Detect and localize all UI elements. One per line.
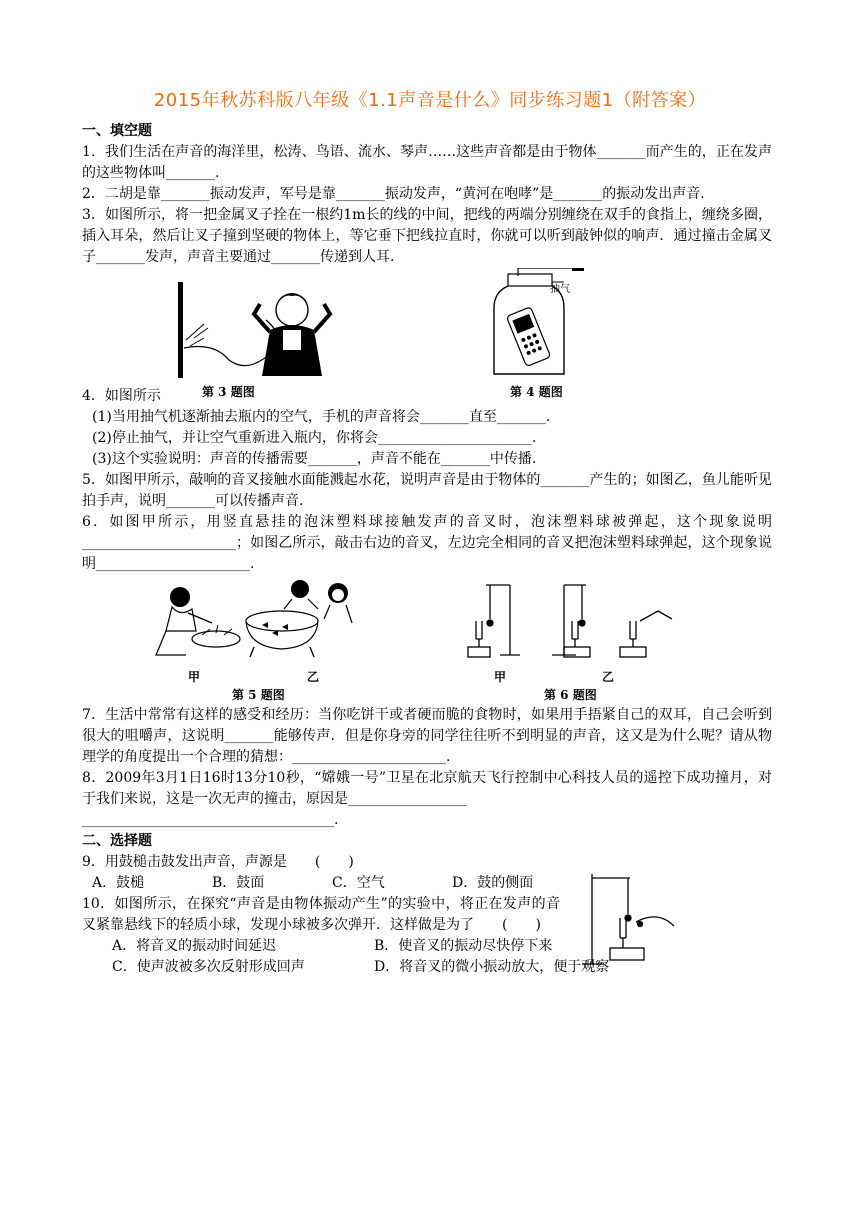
question-4-part-2: (2)停止抽气，并让空气重新进入瓶内，你将会______________________. [92,430,537,446]
figure-row-5-6 [82,575,772,705]
figure-4-bell-jar [488,268,598,380]
question-2: 2．二胡是靠_______振动发声，军号是靠_______振动发声，“黄河在咆哮”是_______的振动发出声音. [82,186,705,202]
figure-3-fork-listening [174,280,354,380]
question-3: 3．如图所示，将一把金属叉子拴在一根约1m长的线的中间，把线的两端分别缠绕在双手的食指上，缠绕多圈，插入耳朵，然后让叉子撞到坚硬的物体上，等它垂下把线拉直时，你就可以听到敲钟似的响声．通过撞击金属叉子_______发声，声音主要通过_______传递到人耳. [82,207,772,265]
question-9-stem: 9．用鼓槌击鼓发出声音，声源是 ( ) [82,854,354,870]
figure-5-caption: 第 5 题图 [232,688,285,702]
option-9a[interactable]: A．鼓槌 [92,875,145,891]
figure-5-yi-label: 乙 [307,670,320,684]
question-1: 1．我们生活在声音的海洋里，松涛、鸟语、流水、琴声……这些声音都是由于物体_______而产生的，正在发声的这些物体叫_______. [82,144,772,181]
page-title: 2015年秋苏科版八年级《1.1声音是什么》同步练习题1（附答案） [153,90,707,111]
question-4-part-3: (3)这个实验说明：声音的传播需要_______，声音不能在_______中传播. [92,451,537,467]
question-6: 6．如图甲所示，用竖直悬挂的泡沫塑料球接触发声的音叉时，泡沫塑料球被弹起，这个现象说明______________________；如图乙所示，敲击右边的音叉，左边完全相同的音叉把泡沫塑料球弹起，这个现象说明______________________. [82,514,772,572]
option-10a[interactable]: A．将音叉的振动时间延迟 [112,938,277,954]
option-9c[interactable]: C．空气 [332,875,385,891]
question-9-options [82,873,572,894]
question-4-part-1: (1)当用抽气机逐渐抽去瓶内的空气，手机的声音将会_______直至_______. [92,409,551,425]
question-7: 7．生活中常常有这样的感受和经历：当你吃饼干或者硬而脆的食物时，如果用手捂紧自己的双耳，自己会听到很大的咀嚼声，这说明_______能够传声．但是你身旁的同学往往听不到明显的声音，这又是为什么呢？请从物理学的角度提出一个合理的猜想：______________________. [82,707,772,765]
figure-6-jia-label: 甲 [494,670,507,684]
question-10-stem: 10．如图所示，在探究“声音是由物体振动产生”的实验中，将正在发声的音叉紧靠悬线下的轻质小球，发现小球被多次弹开．这样做是为了 ( ) [82,896,560,933]
question-8: 8．2009年3月1日16时13分10秒，“嫦娥一号”卫星在北京航天飞行控制中心科技人员的遥控下成功撞月，对于我们来说，这是一次无声的撞击，原因是_________________ [82,770,772,807]
question-4-stem: 4．如图所示 [82,388,161,404]
option-10d[interactable]: D．将音叉的微小振动放大，便于观察 [374,959,610,975]
figure-6-caption: 第 6 题图 [544,688,597,702]
option-9b[interactable]: B．鼓面 [212,875,265,891]
figure-4-caption: 第 4 题图 [510,385,563,399]
figure-5-yi-fish-tank [242,575,362,661]
figure-6-yi-label: 乙 [602,670,615,684]
figure-row-3-4 [82,268,772,400]
figure-6-tuning-forks [460,575,690,665]
question-5: 5．如图甲所示，敲响的音叉接触水面能溅起水花，说明声音是由于物体的_______产生的；如图乙，鱼儿能听见拍手声，说明_______可以传播声音. [82,472,772,509]
question-10-block [82,894,772,978]
figure-5-jia-fork-water [152,583,242,659]
question-8-answer-line: ____________________________________. [82,812,339,828]
option-10b[interactable]: B．使音叉的振动尽快停下来 [374,938,553,954]
worksheet-content [82,121,772,978]
option-10c[interactable]: C．使声波被多次反射形成回声 [112,959,305,975]
figure-3-caption: 第 3 题图 [202,385,255,399]
pump-label: 抽气 [550,284,570,295]
figure-5-jia-label: 甲 [188,670,201,684]
section-choice-heading: 二、选择题 [82,833,152,849]
section-fill-heading: 一、填空题 [82,123,152,139]
figure-10-tuning-fork [578,870,688,974]
option-9d[interactable]: D．鼓的侧面 [452,875,534,891]
